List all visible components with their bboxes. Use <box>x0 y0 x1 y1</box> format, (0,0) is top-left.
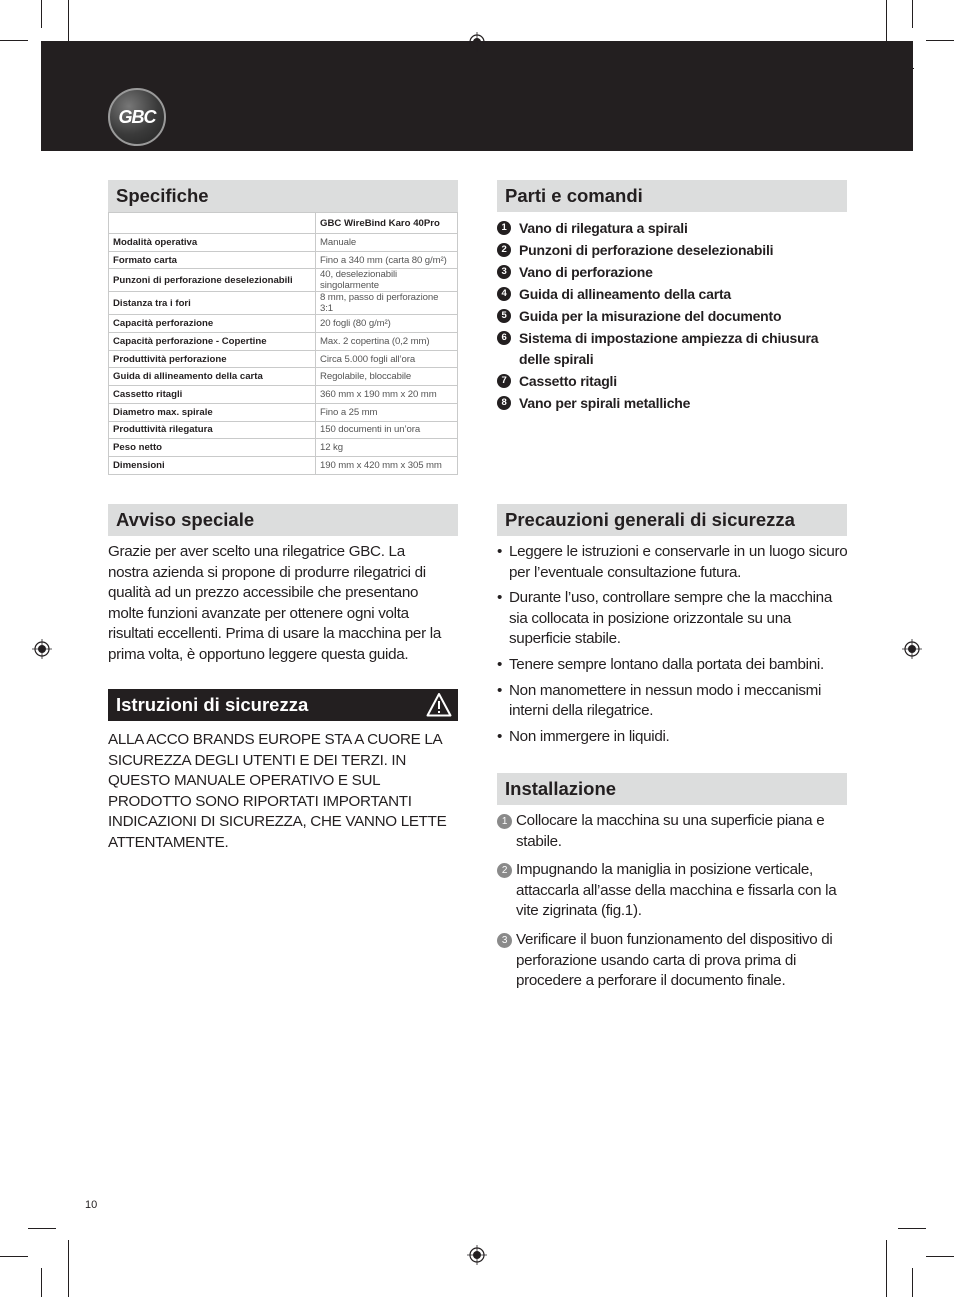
table-row <box>109 315 458 333</box>
number-badge: 5 <box>497 309 511 323</box>
install-heading: Installazione <box>497 773 847 805</box>
list-item <box>497 284 847 305</box>
list-item <box>497 393 847 414</box>
list-item-text: Guida per la misurazione del documento <box>519 308 782 324</box>
table-row <box>109 421 458 439</box>
spec-value: 190 mm x 420 mm x 305 mm <box>316 456 458 474</box>
table-row <box>109 269 458 292</box>
crop-mark <box>898 1228 926 1229</box>
table-header-model: GBC WireBind Karo 40Pro <box>316 213 458 234</box>
step-item <box>497 860 849 922</box>
bullet-item: • Non immergere in liquidi. <box>497 727 849 748</box>
table-row <box>109 292 458 315</box>
crop-mark <box>0 40 28 41</box>
number-badge: 1 <box>497 221 511 235</box>
spec-value: 150 documenti in un’ora <box>316 421 458 439</box>
list-item <box>497 371 847 392</box>
table-header-empty <box>109 213 316 234</box>
spec-value: 8 mm, passo di perforazione 3:1 <box>316 292 458 315</box>
table-row <box>109 403 458 421</box>
list-item <box>497 240 847 261</box>
number-badge: 6 <box>497 331 511 345</box>
notice-text: Grazie per aver scelto una rilegatrice GBC. La nostra azienda si propone di produrre rilegatrici di qualità ad un prezzo accessibile che presentano molte funzioni avanzate per ottenere ogni volta risultati eccellenti. Prima di usare la macchina per la prima volta, è opportuno leggere questa guida. <box>108 543 441 663</box>
safety-text: ALLA ACCO BRANDS EUROPE STA A CUORE LA SICUREZZA DEGLI UTENTI E DEI TERZI. IN QUESTO MANUALE OPERATIVO E SUL PRODOTTO SONO RIPORTATI IMPORTANTI INDICAZIONI DI SICUREZZA, CHE VANNO LETTE ATTENTAMENTE. <box>108 731 447 851</box>
specs-table <box>108 212 458 475</box>
notice-heading: Avviso speciale <box>108 504 458 536</box>
registration-mark-icon <box>902 639 922 659</box>
page-number: 10 <box>85 1199 98 1211</box>
safety-heading <box>108 689 458 721</box>
spec-value: Manuale <box>316 234 458 252</box>
safety-heading-label: Istruzioni di sicurezza <box>116 694 309 715</box>
crop-mark <box>28 1228 56 1229</box>
install-list <box>497 811 849 1000</box>
crop-mark <box>0 1256 28 1257</box>
spec-label: Dimensioni <box>109 456 316 474</box>
table-row <box>109 439 458 457</box>
crop-mark <box>41 0 42 28</box>
spec-label: Cassetto ritagli <box>109 386 316 404</box>
table-row <box>109 386 458 404</box>
spec-value: 360 mm x 190 mm x 20 mm <box>316 386 458 404</box>
registration-mark-icon <box>467 1245 487 1265</box>
crop-mark <box>896 68 914 69</box>
number-badge: 7 <box>497 374 511 388</box>
spec-label: Formato carta <box>109 251 316 269</box>
parts-heading: Parti e comandi <box>497 180 847 212</box>
bullet-item: • Non manomettere in nessun modo i meccanismi interni della rilegatrice. <box>497 681 849 722</box>
step-number-badge: 1 <box>497 814 512 829</box>
crop-mark <box>68 0 69 58</box>
spec-value: 12 kg <box>316 439 458 457</box>
list-item-text: Cassetto ritagli <box>519 373 617 389</box>
spec-label: Diametro max. spirale <box>109 403 316 421</box>
list-item <box>497 306 847 327</box>
crop-mark <box>926 40 954 41</box>
crop-mark <box>886 1240 887 1297</box>
table-row <box>109 251 458 269</box>
spec-label: Peso netto <box>109 439 316 457</box>
number-badge: 8 <box>497 396 511 410</box>
crop-mark <box>41 1268 42 1297</box>
number-badge: 3 <box>497 265 511 279</box>
step-item <box>497 811 849 852</box>
spec-label: Capacità perforazione - Copertine <box>109 333 316 351</box>
gbc-logo: GBC <box>108 88 166 146</box>
spec-label: Produttività perforazione <box>109 350 316 368</box>
number-badge: 2 <box>497 243 511 257</box>
warning-icon <box>426 692 452 718</box>
crop-mark <box>926 1256 954 1257</box>
list-item-text: Sistema di impostazione ampiezza di chiusura delle spirali <box>519 330 819 367</box>
list-item <box>497 328 847 370</box>
registration-mark-icon <box>467 32 487 52</box>
spec-value: Max. 2 copertina (0,2 mm) <box>316 333 458 351</box>
header-banner <box>41 41 913 151</box>
spec-label: Distanza tra i fori <box>109 292 316 315</box>
step-text: Collocare la macchina su una superficie piana e stabile. <box>516 812 825 850</box>
bullet-item: • Leggere le istruzioni e conservarle in un luogo sicuro per l’eventuale consultazione futura. <box>497 542 849 583</box>
list-item-text: Punzoni di perforazione deselezionabili <box>519 242 774 258</box>
list-item-text: Vano per spirali metalliche <box>519 395 691 411</box>
spec-value: Fino a 340 mm (carta 80 g/m²) <box>316 251 458 269</box>
spec-label: Guida di allineamento della carta <box>109 368 316 386</box>
crop-mark <box>68 1240 69 1297</box>
spec-label: Punzoni di perforazione deselezionabili <box>109 269 316 292</box>
table-row <box>109 456 458 474</box>
table-row <box>109 333 458 351</box>
crop-mark <box>912 1268 913 1297</box>
crop-mark <box>912 0 913 28</box>
step-text: Verificare il buon funzionamento del dispositivo di perforazione usando carta di prova prima di procedere a perforare il documento finale. <box>516 930 833 990</box>
spec-value: 20 fogli (80 g/m²) <box>316 315 458 333</box>
crop-mark <box>41 68 59 69</box>
spec-label: Capacità perforazione <box>109 315 316 333</box>
bullet-item: • Durante l’uso, controllare sempre che la macchina sia collocata in posizione orizzontale su una superficie stabile. <box>497 588 849 650</box>
table-row <box>109 368 458 386</box>
list-item-text: Vano di rilegatura a spirali <box>519 220 688 236</box>
table-header-row <box>109 213 458 234</box>
list-item-text: Guida di allineamento della carta <box>519 286 732 302</box>
list-item-text: Vano di perforazione <box>519 264 653 280</box>
step-item <box>497 930 849 992</box>
spec-label: Produttività rilegatura <box>109 421 316 439</box>
spec-value: Regolabile, bloccabile <box>316 368 458 386</box>
step-text: Impugnando la maniglia in posizione verticale, attaccarla all’asse della macchina e fissarla con la vite zigrinata (fig.1). <box>516 861 837 920</box>
table-row <box>109 234 458 252</box>
table-row <box>109 350 458 368</box>
parts-list <box>497 218 847 415</box>
step-number-badge: 2 <box>497 863 512 878</box>
precautions-heading: Precauzioni generali di sicurezza <box>497 504 847 536</box>
spec-value: Circa 5.000 fogli all’ora <box>316 350 458 368</box>
precautions-list <box>497 542 849 752</box>
bullet-item: • Tenere sempre lontano dalla portata dei bambini. <box>497 655 849 676</box>
list-item <box>497 262 847 283</box>
registration-mark-icon <box>32 639 52 659</box>
step-number-badge: 3 <box>497 933 512 948</box>
list-item <box>497 218 847 239</box>
number-badge: 4 <box>497 287 511 301</box>
spec-value: Fino a 25 mm <box>316 403 458 421</box>
spec-value: 40, deselezionabili singolarmente <box>316 269 458 292</box>
specs-heading: Specifiche <box>108 180 458 212</box>
spec-label: Modalità operativa <box>109 234 316 252</box>
crop-mark <box>886 0 887 58</box>
